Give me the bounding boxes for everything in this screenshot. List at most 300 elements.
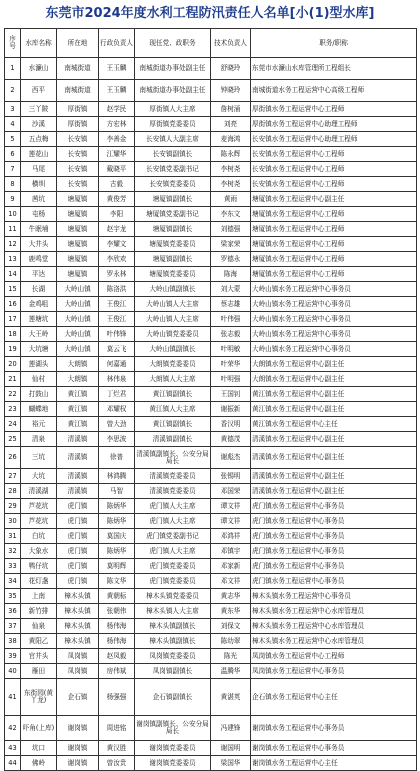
- cell-admin-lead: 杨伟海: [99, 634, 135, 649]
- table-row: [5, 192, 417, 207]
- cell-admin-lead: 戴晓平: [99, 162, 135, 177]
- cell-current-post: 塘厦镇副镇长: [135, 222, 211, 237]
- cell-title: 樟木头镇水务工程运营中心水库管理员: [251, 634, 417, 649]
- cell-location: 凤岗镇: [57, 664, 99, 679]
- cell-tech-lead: 刘保文: [211, 619, 251, 634]
- cell-tech-lead: 冯建锋: [211, 716, 251, 741]
- cell-location: 塘厦镇: [57, 222, 99, 237]
- cell-reservoir: 牛眠埔: [21, 222, 57, 237]
- cell-tech-lead: 罗德永: [211, 252, 251, 267]
- table-row: [5, 357, 417, 372]
- cell-current-post: 清溪镇党委委员: [135, 484, 211, 499]
- cell-title: 谢岗镇水务工程运营中心事务员: [251, 741, 417, 756]
- table-row: [5, 679, 417, 716]
- cell-index: 2: [5, 80, 21, 102]
- cell-current-post: 樟木头镇副镇长: [135, 619, 211, 634]
- table-row: [5, 469, 417, 484]
- cell-index: 31: [5, 529, 21, 544]
- document-title: 东莞市2024年度水利工程防汛责任人名单[小(1)型水库]: [45, 6, 375, 21]
- cell-current-post: 黄江镇副镇长: [135, 387, 211, 402]
- cell-reservoir: 屯杨: [21, 207, 57, 222]
- table-row: [5, 132, 417, 147]
- cell-tech-lead: 梁国华: [211, 756, 251, 771]
- cell-reservoir: 大坑: [21, 469, 57, 484]
- table-row: [5, 574, 417, 589]
- cell-index: 7: [5, 162, 21, 177]
- cell-current-post: 南城街道办事处副主任: [135, 58, 211, 80]
- header-title: 职务/职称: [251, 29, 417, 58]
- cell-current-post: 清溪镇党委委员: [135, 469, 211, 484]
- table-row: [5, 162, 417, 177]
- cell-title: 厚街镇水务工程运营中心助理工程师: [251, 117, 417, 132]
- cell-reservoir: 仙泉: [21, 619, 57, 634]
- cell-index: 41: [5, 679, 21, 716]
- cell-tech-lead: 李树尧: [211, 177, 251, 192]
- table-row: [5, 559, 417, 574]
- cell-title: 塘厦镇水务工程运营中心工程师: [251, 252, 417, 267]
- cell-current-post: 清溪镇副镇长: [135, 432, 211, 447]
- cell-location: 清溪镇: [57, 469, 99, 484]
- cell-tech-lead: 梁家荣: [211, 237, 251, 252]
- cell-reservoir: 鹿鸣堂: [21, 252, 57, 267]
- cell-current-post: 黄江镇人大主席: [135, 402, 211, 417]
- table-row: [5, 80, 417, 102]
- cell-current-post: 塘厦镇党委委员: [135, 267, 211, 282]
- table-row: [5, 432, 417, 447]
- header-location: 所在地: [57, 29, 99, 58]
- cell-reservoir: 金鸡咀: [21, 297, 57, 312]
- header-current-post: 现任党、政职务: [135, 29, 211, 58]
- cell-location: 虎门镇: [57, 574, 99, 589]
- cell-reservoir: 芦花坑: [21, 499, 57, 514]
- cell-title: 凤岗镇水务工程运营中心事务员: [251, 664, 417, 679]
- cell-reservoir: 官井头: [21, 649, 57, 664]
- cell-reservoir: 雁田: [21, 664, 57, 679]
- cell-tech-lead: 刘大蒙: [211, 282, 251, 297]
- cell-reservoir: 清泉: [21, 432, 57, 447]
- table-row: [5, 499, 417, 514]
- cell-tech-lead: 邓镇宇: [211, 544, 251, 559]
- cell-admin-lead: 李耀文: [99, 237, 135, 252]
- cell-reservoir: 水濂山: [21, 58, 57, 80]
- cell-admin-lead: 房伟斌: [99, 664, 135, 679]
- cell-index: 20: [5, 357, 21, 372]
- table-row: [5, 544, 417, 559]
- cell-location: 大朗镇: [57, 357, 99, 372]
- table-row: [5, 387, 417, 402]
- cell-location: 樟木头镇: [57, 634, 99, 649]
- cell-current-post: 企石镇副镇长: [135, 679, 211, 716]
- cell-title: 樟木头镇水务工程运营中心水库管理员: [251, 619, 417, 634]
- cell-reservoir: 坑口: [21, 741, 57, 756]
- table-row: [5, 447, 417, 469]
- cell-title: 黄江镇水务工程运营中心副主任: [251, 387, 417, 402]
- cell-title: 凤岗镇水务工程运营中心工程师: [251, 649, 417, 664]
- cell-title: 虎门镇水务工程运营中心事务员: [251, 559, 417, 574]
- cell-current-post: 谢岗镇党委委员: [135, 741, 211, 756]
- cell-reservoir: 白坑: [21, 529, 57, 544]
- cell-reservoir: 马尾: [21, 162, 57, 177]
- cell-reservoir: 莲塘坑: [21, 312, 57, 327]
- cell-location: 长安镇: [57, 147, 99, 162]
- cell-current-post: 樟木头镇副镇长: [135, 634, 211, 649]
- cell-location: 黄江镇: [57, 417, 99, 432]
- table-row: [5, 102, 417, 117]
- cell-admin-lead: 杨伟海: [99, 619, 135, 634]
- cell-location: 南城街道: [57, 80, 99, 102]
- cell-index: 26: [5, 447, 21, 469]
- table-row: [5, 634, 417, 649]
- cell-index: 44: [5, 756, 21, 771]
- cell-current-post: 虎门镇人大主席: [135, 514, 211, 529]
- table-row: [5, 267, 417, 282]
- cell-index: 8: [5, 177, 21, 192]
- cell-current-post: 黄江镇副镇长: [135, 417, 211, 432]
- cell-admin-lead: 陈炳华: [99, 499, 135, 514]
- cell-current-post: 长安镇党委委员: [135, 177, 211, 192]
- cell-index: 30: [5, 514, 21, 529]
- cell-reservoir: 清溪湖: [21, 484, 57, 499]
- cell-location: 清溪镇: [57, 447, 99, 469]
- cell-tech-lead: 陈幼翠: [211, 634, 251, 649]
- cell-tech-lead: 蔡志雄: [211, 297, 251, 312]
- cell-tech-lead: 刘亮: [211, 117, 251, 132]
- cell-title: 清溪镇水务工程运营中心副主任: [251, 432, 417, 447]
- cell-admin-lead: 林鸿腾: [99, 469, 135, 484]
- cell-reservoir: 大王岭: [21, 327, 57, 342]
- cell-location: 樟木头镇: [57, 589, 99, 604]
- cell-reservoir: 五点梅: [21, 132, 57, 147]
- cell-location: 虎门镇: [57, 559, 99, 574]
- cell-title: 大岭山镇水务工程运营中心事务员: [251, 327, 417, 342]
- cell-title: 大岭山镇水务工程运营中心事务员: [251, 297, 417, 312]
- cell-tech-lead: 黄德茂: [211, 432, 251, 447]
- cell-current-post: 长安镇人大副主席: [135, 132, 211, 147]
- cell-admin-lead: 何嘉通: [99, 357, 135, 372]
- cell-title: 塘厦镇水务工程运营中心工程师: [251, 222, 417, 237]
- cell-title: 长安镇水务工程运营中心工程师: [251, 162, 417, 177]
- cell-admin-lead: 李善金: [99, 132, 135, 147]
- cell-current-post: 大岭山镇党委委员: [135, 327, 211, 342]
- cell-admin-lead: 周进铭: [99, 716, 135, 741]
- cell-tech-lead: 李东文: [211, 207, 251, 222]
- cell-index: 22: [5, 387, 21, 402]
- cell-index: 24: [5, 417, 21, 432]
- cell-location: 厚街镇: [57, 117, 99, 132]
- cell-tech-lead: 黄志华: [211, 589, 251, 604]
- cell-current-post: 塘厦镇副镇长: [135, 252, 211, 267]
- cell-tech-lead: 邓家新: [211, 559, 251, 574]
- cell-index: 13: [5, 252, 21, 267]
- table-row: [5, 222, 417, 237]
- cell-tech-lead: 黄东华: [211, 604, 251, 619]
- cell-tech-lead: 李树尧: [211, 162, 251, 177]
- cell-index: 33: [5, 559, 21, 574]
- header-index: 序号: [5, 29, 21, 58]
- cell-location: 大岭山镇: [57, 312, 99, 327]
- cell-location: 长安镇: [57, 177, 99, 192]
- cell-index: 15: [5, 282, 21, 297]
- cell-admin-lead: 王玉麟: [99, 80, 135, 102]
- cell-current-post: 虎门镇党委委员: [135, 559, 211, 574]
- cell-reservoir: 莲花山: [21, 147, 57, 162]
- cell-location: 樟木头镇: [57, 619, 99, 634]
- table-row: [5, 402, 417, 417]
- header-reservoir: 水库名称: [21, 29, 57, 58]
- cell-location: 谢岗镇: [57, 756, 99, 771]
- cell-reservoir: 花灯盏: [21, 574, 57, 589]
- cell-current-post: 凤岗镇副镇长: [135, 664, 211, 679]
- cell-index: 27: [5, 469, 21, 484]
- table-body: [5, 58, 417, 771]
- cell-tech-lead: 邓鸿祥: [211, 529, 251, 544]
- cell-current-post: 虎门镇人大主席: [135, 499, 211, 514]
- cell-admin-lead: 王俊江: [99, 312, 135, 327]
- cell-tech-lead: 谢彪杰: [211, 447, 251, 469]
- cell-index: 19: [5, 342, 21, 357]
- cell-admin-lead: 陈炳华: [99, 514, 135, 529]
- cell-reservoir: 三坑: [21, 447, 57, 469]
- cell-index: 38: [5, 634, 21, 649]
- cell-admin-lead: 杨强强: [99, 679, 135, 716]
- cell-tech-lead: 谢国明: [211, 741, 251, 756]
- cell-title: 黄江镇水务工程运营中心主任: [251, 417, 417, 432]
- cell-tech-lead: 叶明强: [211, 372, 251, 387]
- cell-admin-lead: 赵学民: [99, 102, 135, 117]
- cell-title: 谢岗镇水务工程运营中心主任: [251, 756, 417, 771]
- cell-current-post: 南城街道办事处副主任: [135, 80, 211, 102]
- cell-reservoir: 长湖: [21, 282, 57, 297]
- cell-tech-lead: 张志毅: [211, 327, 251, 342]
- cell-index: 17: [5, 312, 21, 327]
- table-row: [5, 312, 417, 327]
- cell-index: 32: [5, 544, 21, 559]
- cell-location: 樟木头镇: [57, 604, 99, 619]
- cell-title: 清溪镇水务工程运营中心副主任: [251, 484, 417, 499]
- cell-admin-lead: 黄朝标: [99, 589, 135, 604]
- table-row: [5, 372, 417, 387]
- cell-reservoir: 横圳: [21, 177, 57, 192]
- cell-location: 谢岗镇: [57, 741, 99, 756]
- cell-reservoir: 芦花坑: [21, 514, 57, 529]
- cell-index: 25: [5, 432, 21, 447]
- table-row: [5, 664, 417, 679]
- cell-title: 塘厦镇水务工程运营中心工程师: [251, 267, 417, 282]
- cell-current-post: 凤岗镇党委委员: [135, 649, 211, 664]
- cell-location: 南城街道: [57, 58, 99, 80]
- cell-admin-lead: 莫明辉: [99, 559, 135, 574]
- cell-index: 16: [5, 297, 21, 312]
- table-row: [5, 252, 417, 267]
- cell-tech-lead: 邓文祥: [211, 574, 251, 589]
- cell-title: 塘厦镇水务工程运营中心工程师: [251, 237, 417, 252]
- cell-current-post: 大岭山镇副镇长: [135, 342, 211, 357]
- table-row: [5, 514, 417, 529]
- cell-admin-lead: 曾大劲: [99, 417, 135, 432]
- cell-current-post: 虎门镇人大主席: [135, 544, 211, 559]
- cell-reservoir: 大坑塘: [21, 342, 57, 357]
- cell-tech-lead: 邓国荣: [211, 484, 251, 499]
- cell-tech-lead: 张锡明: [211, 469, 251, 484]
- table-row: [5, 484, 417, 499]
- cell-reservoir: 打鼓山: [21, 387, 57, 402]
- cell-admin-lead: 张朝伟: [99, 604, 135, 619]
- cell-location: 虎门镇: [57, 514, 99, 529]
- table-row: [5, 342, 417, 357]
- cell-location: 虎门镇: [57, 499, 99, 514]
- cell-current-post: 塘厦镇党委副书记: [135, 207, 211, 222]
- cell-location: 黄江镇: [57, 402, 99, 417]
- cell-title: 南城街道水务工程运营中心高级工程师: [251, 80, 417, 102]
- cell-tech-lead: 王国钊: [211, 387, 251, 402]
- cell-index: 42: [5, 716, 21, 741]
- cell-current-post: 大岭山镇人大主席: [135, 297, 211, 312]
- cell-current-post: 厚街镇人大主席: [135, 102, 211, 117]
- cell-admin-lead: 黄俊芳: [99, 192, 135, 207]
- cell-location: 虎门镇: [57, 544, 99, 559]
- cell-index: 35: [5, 589, 21, 604]
- cell-title: 谢岗镇水务工程运营中心事务员: [251, 716, 417, 741]
- cell-current-post: 樟木头镇人大主席: [135, 604, 211, 619]
- cell-tech-lead: 陈海: [211, 267, 251, 282]
- table-row: [5, 177, 417, 192]
- cell-reservoir: 吓角(上库): [21, 716, 57, 741]
- cell-admin-lead: 曾汝贵: [99, 756, 135, 771]
- cell-tech-lead: 叶伟强: [211, 312, 251, 327]
- cell-reservoir: 平达: [21, 267, 57, 282]
- table-row: [5, 282, 417, 297]
- cell-current-post: 清溪镇副镇长、公安分局局长: [135, 447, 211, 469]
- cell-tech-lead: 温腾华: [211, 664, 251, 679]
- cell-admin-lead: 李阳: [99, 207, 135, 222]
- cell-tech-lead: 刘德强: [211, 222, 251, 237]
- cell-admin-lead: 李思波: [99, 432, 135, 447]
- cell-index: 23: [5, 402, 21, 417]
- cell-admin-lead: 丁烂君: [99, 387, 135, 402]
- cell-admin-lead: 林伟泉: [99, 372, 135, 387]
- header-admin-lead: 行政负责人: [99, 29, 135, 58]
- cell-tech-lead: 谢振新: [211, 402, 251, 417]
- cell-current-post: 塘厦镇党委委员: [135, 237, 211, 252]
- cell-location: 凤岗镇: [57, 649, 99, 664]
- cell-index: 10: [5, 207, 21, 222]
- cell-index: 4: [5, 117, 21, 132]
- cell-title: 清溪镇水务工程运营中心副主任: [251, 469, 417, 484]
- cell-admin-lead: 莫云飞: [99, 342, 135, 357]
- cell-title: 樟木头镇水务工程运营中心水库管理员: [251, 604, 417, 619]
- cell-current-post: 塘厦镇副镇长: [135, 192, 211, 207]
- cell-tech-lead: 陈光: [211, 649, 251, 664]
- cell-index: 1: [5, 58, 21, 80]
- table-row: [5, 716, 417, 741]
- cell-admin-lead: 古毅: [99, 177, 135, 192]
- table-row: [5, 529, 417, 544]
- cell-reservoir: 黄阳乙: [21, 634, 57, 649]
- cell-reservoir: 新竹排: [21, 604, 57, 619]
- cell-reservoir: 大井头: [21, 237, 57, 252]
- cell-admin-lead: 黄汉胜: [99, 741, 135, 756]
- cell-index: 21: [5, 372, 21, 387]
- cell-admin-lead: 陈洛洪: [99, 282, 135, 297]
- cell-tech-lead: 黄湛英: [211, 679, 251, 716]
- cell-location: 塘厦镇: [57, 252, 99, 267]
- cell-admin-lead: 陈文华: [99, 574, 135, 589]
- cell-location: 塘厦镇: [57, 207, 99, 222]
- cell-title: 大朗镇水务工程运营中心副主任: [251, 357, 417, 372]
- cell-reservoir: 西平: [21, 80, 57, 102]
- cell-location: 长安镇: [57, 162, 99, 177]
- cell-index: 28: [5, 484, 21, 499]
- cell-admin-lead: 赵宇龙: [99, 222, 135, 237]
- cell-tech-lead: 詹树涌: [211, 102, 251, 117]
- cell-admin-lead: 邓耀权: [99, 402, 135, 417]
- cell-index: 37: [5, 619, 21, 634]
- cell-index: 5: [5, 132, 21, 147]
- cell-location: 大岭山镇: [57, 282, 99, 297]
- cell-current-post: 厚街镇党委委员: [135, 117, 211, 132]
- cell-index: 6: [5, 147, 21, 162]
- table-row: [5, 237, 417, 252]
- cell-location: 谢岗镇: [57, 716, 99, 741]
- cell-title: 大岭山镇水务工程运营中心事务员: [251, 282, 417, 297]
- cell-location: 黄江镇: [57, 387, 99, 402]
- cell-title: 樟木头镇水务工程运营中心事务员: [251, 589, 417, 604]
- cell-index: 43: [5, 741, 21, 756]
- table-row: [5, 604, 417, 619]
- cell-title: 长安镇水务工程运营中心助理工程师: [251, 132, 417, 147]
- table-header-row: [5, 29, 417, 58]
- cell-location: 长安镇: [57, 132, 99, 147]
- table-row: [5, 207, 417, 222]
- cell-current-post: 虎门镇党委副书记: [135, 529, 211, 544]
- cell-index: 12: [5, 237, 21, 252]
- cell-admin-lead: 王玉麟: [99, 58, 135, 80]
- cell-tech-lead: 钟晓玲: [211, 80, 251, 102]
- cell-current-post: 大朗镇人大主席: [135, 372, 211, 387]
- cell-current-post: 樟木头镇党委委员: [135, 589, 211, 604]
- cell-title: 东莞市水濂山水库管理所工程组长: [251, 58, 417, 80]
- cell-admin-lead: 罗永林: [99, 267, 135, 282]
- cell-index: 9: [5, 192, 21, 207]
- cell-index: 39: [5, 649, 21, 664]
- cell-location: 清溪镇: [57, 484, 99, 499]
- cell-reservoir: 莲湖头: [21, 357, 57, 372]
- cell-location: 大岭山镇: [57, 342, 99, 357]
- cell-index: 36: [5, 604, 21, 619]
- cell-admin-lead: 李欣欢: [99, 252, 135, 267]
- cell-location: 塘厦镇: [57, 267, 99, 282]
- cell-title: 塘厦镇水务工程运营中心工程师: [251, 207, 417, 222]
- cell-location: 厚街镇: [57, 102, 99, 117]
- cell-title: 厚街镇水务工程运营中心工程师: [251, 102, 417, 117]
- cell-tech-lead: 谭文祥: [211, 514, 251, 529]
- table-row: [5, 58, 417, 80]
- cell-location: 清溪镇: [57, 432, 99, 447]
- table-row: [5, 741, 417, 756]
- cell-tech-lead: 麦海鸿: [211, 132, 251, 147]
- cell-tech-lead: 舒晓玲: [211, 58, 251, 80]
- cell-reservoir: 上南: [21, 589, 57, 604]
- cell-current-post: 大岭山镇副镇长: [135, 282, 211, 297]
- cell-title: 大岭山镇水务工程运营中心事务员: [251, 342, 417, 357]
- table-row: [5, 649, 417, 664]
- cell-location: 虎门镇: [57, 529, 99, 544]
- cell-admin-lead: 陈炳华: [99, 544, 135, 559]
- cell-tech-lead: 黄雨: [211, 192, 251, 207]
- cell-location: 塘厦镇: [57, 237, 99, 252]
- cell-location: 塘厦镇: [57, 192, 99, 207]
- table-row: [5, 756, 417, 771]
